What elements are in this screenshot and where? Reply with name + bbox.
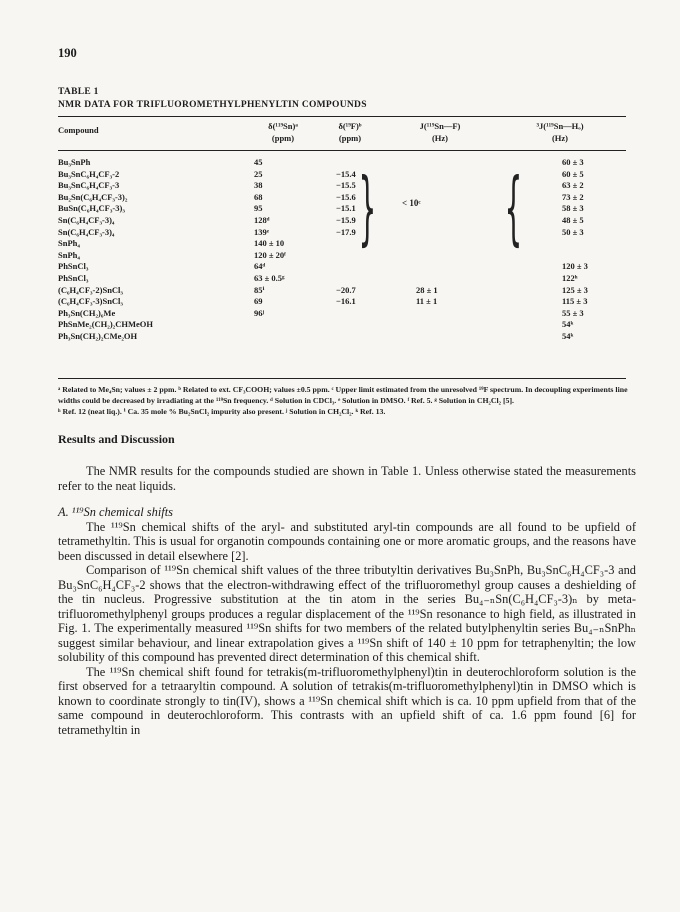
body-text [58, 464, 636, 737]
footnote-line: ʰ Ref. 12 (neat liq.). ⁱ Ca. 35 mole % Bu₂SnCl₂ impurity also present. ʲ Solution in CH₂Cl₂. ᵏ Ref. 13. [58, 407, 386, 416]
table-rule-top [58, 116, 626, 117]
cell-sn-shift: 68 [254, 191, 263, 202]
cell-compound: BuSn(C₆H₄CF₃-3)₃ [58, 203, 125, 214]
cell-j-snf: 28 ± 1 [416, 284, 438, 295]
cell-j-snh: 122ʰ [562, 272, 578, 283]
shared-j-snf-value: < 10ᶜ [402, 198, 421, 208]
table-row [58, 215, 626, 227]
cell-f-shift: −15.6 [336, 191, 356, 202]
cell-j-snh: 115 ± 3 [562, 296, 588, 307]
cell-j-snh: 63 ± 2 [562, 180, 584, 191]
cell-compound: (C₆H₄CF₃-3)SnCl₃ [58, 296, 123, 307]
paragraph: Comparison of ¹¹⁹Sn chemical shift values of the three tributyltin derivatives Bu₃SnPh, Bu₃SnC₆H₄CF₃-3 and Bu₃SnC₆H₄CF₃-2 shows that the electron-withdrawing effect of the trifluoromethyl group causes a deshielding of the tin nucleus. Progressive substitution at the tin atom in the series Bu₄₋ₙSn(C₆H₄CF₃-3)ₙ by meta-trifluoromethylphenyl groups produces a regular displacement of the ¹¹⁹Sn resonance to high field, as illustrated in Fig. 1. The experimentally measured ¹¹⁹Sn shifts for two members of the related butylphenyltin series Bu₄₋ₙSnPhₙ suggest similar behaviour, and linear extrapolation gives a ¹¹⁹Sn shift of 140 ± 10 ppm for tetraphenyltin; the low solubility of this compound has prevented direct determination of this chemical shift. [58, 563, 636, 664]
subsection-heading: A. ¹¹⁹Sn chemical shifts [58, 505, 173, 519]
header-j-snh-unit: (Hz) [551, 133, 569, 143]
cell-compound: SnPh₄ [58, 238, 80, 249]
table-row [58, 203, 626, 215]
cell-j-snh: 60 ± 3 [562, 157, 584, 167]
cell-sn-shift: 38 [254, 180, 263, 191]
cell-j-snh: 54ᵏ [562, 319, 574, 330]
cell-j-snh: 125 ± 3 [562, 284, 588, 295]
cell-f-shift: −15.4 [336, 168, 356, 179]
cell-j-snh: 54ᵏ [562, 330, 574, 341]
cell-j-snf: 11 ± 1 [416, 296, 438, 307]
cell-compound: Ph₃Sn(CH₂)₆Me [58, 307, 116, 318]
brace-f-group: } [358, 161, 377, 254]
header-j-snf-unit: (Hz) [431, 133, 449, 143]
cell-sn-shift: 128ᵈ [254, 214, 270, 225]
cell-compound: PhSnCl₃ [58, 272, 89, 283]
table-row [58, 273, 626, 285]
cell-sn-shift: 120 ± 20ᶠ [254, 249, 286, 260]
table-body [58, 157, 626, 343]
cell-j-snh: 120 ± 3 [562, 261, 588, 272]
cell-compound: Bu₂Sn(C₆H₄CF₃-3)₂ [58, 191, 128, 202]
table-row [58, 227, 626, 239]
cell-j-snh: 58 ± 3 [562, 203, 584, 214]
table-row [58, 331, 626, 343]
cell-sn-shift: 64ᵈ [254, 261, 266, 272]
cell-sn-shift: 69 [254, 296, 263, 307]
header-f-shift [318, 120, 382, 144]
paragraph: The NMR results for the compounds studied are shown in Table 1. Unless otherwise stated the measurements refer to the neat liquids. [58, 464, 636, 493]
cell-f-shift: −16.1 [336, 296, 356, 307]
table-row [58, 180, 626, 192]
cell-compound: SnPh₄ [58, 249, 80, 260]
cell-sn-shift: 140 ± 10 [254, 238, 285, 249]
cell-j-snh: 73 ± 2 [562, 191, 584, 202]
cell-sn-shift: 96ʲ [254, 307, 265, 318]
table-rule-head [58, 150, 626, 151]
cell-sn-shift: 25 [254, 168, 263, 179]
cell-f-shift: −15.1 [336, 203, 356, 214]
table-label: TABLE 1 [58, 87, 99, 97]
table-row [58, 192, 626, 204]
table-row [58, 308, 626, 320]
header-sn-shift [248, 120, 318, 144]
cell-f-shift: −15.5 [336, 180, 356, 191]
cell-sn-shift: 85ⁱ [254, 284, 265, 295]
paragraph: The ¹¹⁹Sn chemical shifts of the aryl- and substituted aryl-tin compounds are all found to be upfield of tetramethyltin. This is usual for organotin compounds containing one or more aromatic groups, and the reasons have been discussed in detail elsewhere [2]. [58, 519, 636, 563]
table-row [58, 238, 626, 250]
table-row [58, 157, 626, 169]
cell-sn-shift: 63 ± 0.5ᵍ [254, 272, 285, 283]
table-row [58, 250, 626, 262]
cell-compound: Sn(C₆H₄CF₃-3)₄ [58, 214, 115, 225]
brace-h-group: { [504, 161, 523, 254]
cell-compound: Ph₃Sn(CH₂)₂CMe₂OH [58, 330, 138, 341]
cell-compound: PhSnCl₃ [58, 261, 89, 272]
table-row [58, 261, 626, 273]
cell-j-snh: 48 ± 5 [562, 214, 584, 225]
header-f-shift-label: δ(¹⁹F)ᵇ [338, 121, 362, 131]
page-number: 190 [58, 46, 77, 60]
header-compound: Compound [58, 125, 99, 135]
cell-sn-shift: 139ᵉ [254, 226, 269, 237]
table-row [58, 169, 626, 181]
header-j-snh [520, 120, 600, 144]
table-footnotes [58, 384, 630, 417]
table-row [58, 285, 626, 297]
cell-compound: PhSnMe₂(CH₂)₂CHMeOH [58, 319, 153, 330]
cell-sn-shift: 95 [254, 203, 263, 214]
header-j-snf [400, 120, 480, 144]
cell-sn-shift: 45 [254, 157, 263, 167]
cell-compound: (C₆H₄CF₃-2)SnCl₃ [58, 284, 123, 295]
cell-compound: Bu₃SnC₆H₄CF₃-3 [58, 180, 120, 191]
header-j-snf-label: J(¹¹⁹Sn—F) [419, 121, 461, 131]
header-sn-shift-unit: (ppm) [271, 133, 295, 143]
footnote-line: ᵃ Related to Me₄Sn; values ± 2 ppm. ᵇ Related to ext. CF₃COOH; values ±0.5 ppm. ᶜ Upper limit estimated from the unresolved ¹⁹F spectrum. In decoupling experiments line widths could be decreased by irradiating at the ¹¹⁹Sn frequency. ᵈ Solution in CDCl₃. ᵉ Solution in DMSO. ᶠ Ref. 5. ᵍ Solution in CH₂Cl₂ [5]. [58, 385, 628, 405]
table-row [58, 296, 626, 308]
table-row [58, 319, 626, 331]
cell-compound: Bu₃SnPh [58, 157, 91, 167]
table-title: NMR DATA FOR TRIFLUOROMETHYLPHENYLTIN COMPOUNDS [58, 100, 367, 110]
cell-j-snh: 60 ± 5 [562, 168, 584, 179]
cell-compound: Bu₃SnC₆H₄CF₃-2 [58, 168, 120, 179]
header-sn-shift-label: δ(¹¹⁹Sn)ᵃ [268, 121, 298, 131]
cell-f-shift: −15.9 [336, 214, 356, 225]
header-j-snh-label: ³J(¹¹⁹Sn—Hₒ) [536, 121, 584, 131]
cell-f-shift: −17.9 [336, 226, 356, 237]
header-f-shift-unit: (ppm) [338, 133, 362, 143]
cell-compound: Sn(C₆H₄CF₃-3)₄ [58, 226, 115, 237]
cell-j-snh: 50 ± 3 [562, 226, 584, 237]
paragraph: The ¹¹⁹Sn chemical shift found for tetrakis(m-trifluoromethylphenyl)tin in deuterochloroform solution is the first observed for a tetraaryltin compound. A solution of tetrakis(m-trifluoromethylphenyl)tin in DMSO which is known to coordinate strongly to tin(IV), shows a ¹¹⁹Sn chemical shift which is ca. 10 ppm upfield from that of the same compound in deuterochloroform. This contrasts with an upfield shift of ca. 1.6 ppm found [6] for tetramethyltin in [58, 664, 636, 737]
table-rule-bottom [58, 378, 626, 379]
cell-j-snh: 55 ± 3 [562, 307, 584, 318]
section-heading: Results and Discussion [58, 432, 175, 446]
cell-f-shift: −20.7 [336, 284, 356, 295]
